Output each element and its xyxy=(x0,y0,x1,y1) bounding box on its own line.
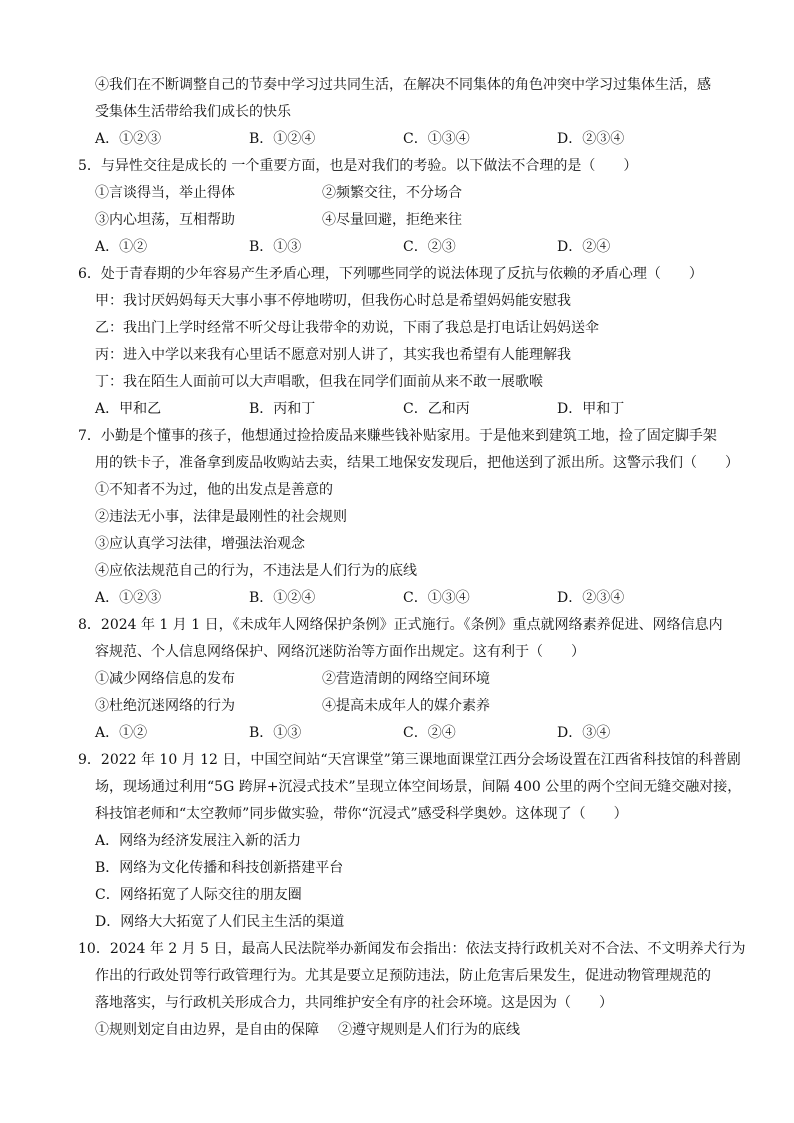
question-5-stem: 5．与异性交往是成长的 一个重要方面，也是对我们的考验。以下做法不合理的是（ ） xyxy=(78,158,638,174)
statement-bing: 丙：进入中学以来我有心里话不愿意对别人讲了，其实我也希望有人能理解我 xyxy=(95,347,571,363)
answer-b[interactable]: B．①②④ xyxy=(249,590,316,606)
question-5-items-row-1 xyxy=(78,180,728,207)
answer-b[interactable]: B．①②④ xyxy=(249,131,316,147)
answer-c[interactable]: C．①③④ xyxy=(403,590,470,606)
question-4-item-4-line-2: 受集体生活带给我们成长的快乐 xyxy=(95,104,291,120)
question-5-items-row-2 xyxy=(78,207,728,234)
question-8-answers xyxy=(78,720,728,747)
question-9-stem-line-1: 9．2022 年 10 月 12 日，中国空间站“天宫课堂”第三课地面课堂江西分会场设置在江西省科技馆的科普剧 xyxy=(78,752,741,768)
answer-a[interactable]: A．①② xyxy=(95,725,148,741)
statement-3: ③杜绝沉迷网络的行为 xyxy=(95,698,235,714)
answer-c[interactable]: C．乙和丙 xyxy=(403,401,470,417)
question-8 xyxy=(78,612,728,747)
answer-d[interactable]: D．②③④ xyxy=(557,131,625,147)
exam-page xyxy=(78,72,746,1044)
statement-2: ②违法无小事，法律是最刚性的社会规则 xyxy=(95,509,347,525)
statement-ding: 丁：我在陌生人面前可以大声唱歌，但我在同学们面前从来不敢一展歌喉 xyxy=(95,374,543,390)
question-4-answers xyxy=(78,126,728,153)
question-10-stem-line-1: 10．2024 年 2 月 5 日，最高人民法院举办新闻发布会指出：依法支持行政机关对不合法、不文明养犬行为 xyxy=(78,941,746,957)
question-10-items-row-1 xyxy=(78,1017,728,1044)
statement-1: ①不知者不为过，他的出发点是善意的 xyxy=(95,482,333,498)
answer-c[interactable]: C．网络拓宽了人际交往的朋友圈 xyxy=(95,887,302,903)
statement-1: ①规则划定自由边界，是自由的保障 xyxy=(95,1022,319,1038)
answer-a[interactable]: A．①②③ xyxy=(95,131,162,147)
statement-3: ③应认真学习法律，增强法治观念 xyxy=(95,536,305,552)
statement-1: ①减少网络信息的发布 xyxy=(95,671,235,687)
question-10 xyxy=(78,936,746,1044)
answer-d[interactable]: D．网络大大拓宽了人们民主生活的渠道 xyxy=(95,914,345,930)
question-9-stem-line-3: 科技馆老师和“太空教师”同步做实验，带你“沉浸式”感受科学奥妙。这体现了（ ） xyxy=(95,806,628,822)
question-10-stem-line-3: 落地落实，与行政机关形成合力，共同维护安全有序的社会环境。这是因为（ ） xyxy=(95,995,613,1011)
question-8-stem-line-2: 容规范、个人信息网络保护、网络沉迷防治等方面作出规定。这有利于（ ） xyxy=(95,644,585,660)
question-4-item-4-line-1: ④我们在不断调整自己的节奏中学习过共同生活，在解决不同集体的角色冲突中学习过集体生活，感 xyxy=(95,77,711,93)
answer-c[interactable]: C．②④ xyxy=(403,725,456,741)
question-7-answers xyxy=(78,585,728,612)
question-7 xyxy=(78,423,739,612)
question-6-answers xyxy=(78,396,728,423)
question-8-items-row-2 xyxy=(78,693,728,720)
answer-d[interactable]: D．②④ xyxy=(557,239,611,255)
statement-3: ③内心坦荡，互相帮助 xyxy=(95,212,235,228)
statement-4: ④提高未成年人的媒介素养 xyxy=(322,698,490,714)
answer-a[interactable]: A．①②③ xyxy=(95,590,162,606)
question-5-answers xyxy=(78,234,728,261)
answer-d[interactable]: D．③④ xyxy=(557,725,611,741)
answer-b[interactable]: B．网络为文化传播和科技创新搭建平台 xyxy=(95,860,344,876)
answer-a[interactable]: A．①② xyxy=(95,239,148,255)
statement-2: ②频繁交往，不分场合 xyxy=(322,185,462,201)
statement-1: ①言谈得当，举止得体 xyxy=(95,185,235,201)
answer-a[interactable]: A．网络为经济发展注入新的活力 xyxy=(95,833,302,849)
question-7-stem-line-1: 7．小勤是个懂事的孩子，他想通过捡拾废品来赚些钱补贴家用。于是他来到建筑工地，捡了固定脚手架 xyxy=(78,428,717,444)
question-8-items-row-1 xyxy=(78,666,728,693)
answer-d[interactable]: D．甲和丁 xyxy=(557,401,625,417)
answer-b[interactable]: B．丙和丁 xyxy=(249,401,316,417)
question-4-tail xyxy=(78,72,728,153)
answer-b[interactable]: B．①③ xyxy=(249,725,302,741)
question-8-stem-line-1: 8．2024 年 1 月 1 日，《未成年人网络保护条例》正式施行。《条例》重点就网络素养促进、网络信息内 xyxy=(78,617,723,633)
statement-4: ④应依法规范自己的行为，不违法是人们行为的底线 xyxy=(95,563,417,579)
answer-c[interactable]: C．②③ xyxy=(403,239,456,255)
question-7-stem-line-2: 用的铁卡子，准备拿到废品收购站去卖，结果工地保安发现后，把他送到了派出所。这警示我们（ ） xyxy=(95,455,739,471)
question-9 xyxy=(78,747,742,936)
question-9-stem-line-2: 场，现场通过利用“5G 跨屏+沉浸式技术”呈现立体空间场景，间隔 400 公里的两个空间无缝交融对接， xyxy=(95,779,742,795)
question-5 xyxy=(78,153,728,261)
question-10-stem-line-2: 作出的行政处罚等行政管理行为。尤其是要立足预防违法，防止危害后果发生，促进动物管理规范的 xyxy=(95,968,711,984)
statement-2: ②遵守规则是人们行为的底线 xyxy=(338,1022,520,1038)
question-6 xyxy=(78,261,728,423)
answer-b[interactable]: B．①③ xyxy=(249,239,302,255)
answer-c[interactable]: C．①③④ xyxy=(403,131,470,147)
statement-2: ②营造清朗的网络空间环境 xyxy=(322,671,490,687)
answer-d[interactable]: D．②③④ xyxy=(557,590,625,606)
question-6-stem: 6．处于青春期的少年容易产生矛盾心理，下列哪些同学的说法体现了反抗与依赖的矛盾心理（ ） xyxy=(78,266,703,282)
answer-a[interactable]: A．甲和乙 xyxy=(95,401,162,417)
statement-yi: 乙：我出门上学时经常不听父母让我带伞的劝说，下雨了我总是打电话让妈妈送伞 xyxy=(95,320,599,336)
statement-4: ④尽量回避，拒绝来往 xyxy=(322,212,462,228)
statement-jia: 甲：我讨厌妈妈每天大事小事不停地唠叨，但我伤心时总是希望妈妈能安慰我 xyxy=(95,293,571,309)
